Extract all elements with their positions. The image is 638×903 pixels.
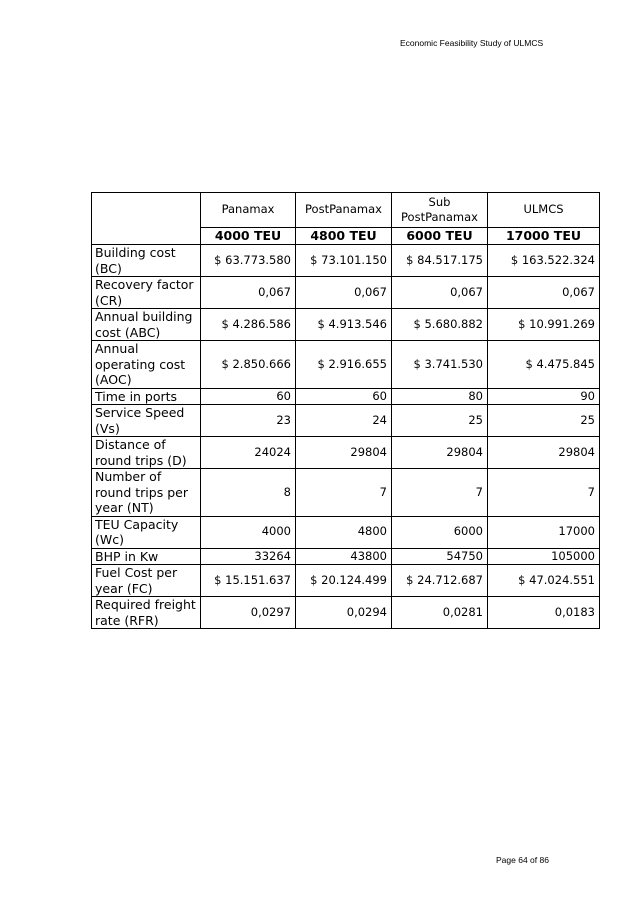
value-cell: $ 4.475.845 — [488, 341, 600, 389]
row-label: TEU Capacity (Wc) — [92, 516, 201, 548]
value-cell: 24024 — [201, 437, 296, 469]
row-label: Annual operating cost (AOC) — [92, 341, 201, 389]
value-cell: 90 — [488, 388, 600, 405]
vessel-type-header-row — [92, 193, 600, 228]
row-label: Building cost (BC) — [92, 245, 201, 277]
value-cell: 60 — [296, 388, 392, 405]
row-label: Number of round trips per year (NT) — [92, 469, 201, 517]
corner-cell — [92, 193, 201, 245]
value-cell: $ 47.024.551 — [488, 565, 600, 597]
value-cell: 0,067 — [201, 277, 296, 309]
value-cell: $ 20.124.499 — [296, 565, 392, 597]
value-cell: 17000 — [488, 516, 600, 548]
value-cell: 60 — [201, 388, 296, 405]
value-cell: 0,067 — [488, 277, 600, 309]
table-row — [92, 277, 600, 309]
value-cell: 25 — [392, 405, 488, 437]
vessel-type-header: Panamax — [201, 193, 296, 228]
capacity-header: 17000 TEU — [488, 228, 600, 245]
value-cell: $ 24.712.687 — [392, 565, 488, 597]
value-cell: 23 — [201, 405, 296, 437]
table-row — [92, 341, 600, 389]
table-row — [92, 597, 600, 629]
value-cell: 43800 — [296, 548, 392, 565]
value-cell: 7 — [488, 469, 600, 517]
value-cell: $ 163.522.324 — [488, 245, 600, 277]
row-label: Annual building cost (ABC) — [92, 309, 201, 341]
row-label: Time in ports — [92, 388, 201, 405]
value-cell: 4000 — [201, 516, 296, 548]
value-cell: 54750 — [392, 548, 488, 565]
value-cell: 0,067 — [392, 277, 488, 309]
capacity-header: 6000 TEU — [392, 228, 488, 245]
row-label: Fuel Cost per year (FC) — [92, 565, 201, 597]
vessel-type-header: Sub PostPanamax — [392, 193, 488, 228]
capacity-header: 4800 TEU — [296, 228, 392, 245]
value-cell: 0,0294 — [296, 597, 392, 629]
row-label: Service Speed (Vs) — [92, 405, 201, 437]
table-row — [92, 516, 600, 548]
value-cell: $ 2.916.655 — [296, 341, 392, 389]
value-cell: $ 84.517.175 — [392, 245, 488, 277]
value-cell: 0,0183 — [488, 597, 600, 629]
value-cell: 0,067 — [296, 277, 392, 309]
vessel-type-header: ULMCS — [488, 193, 600, 228]
row-label: BHP in Kw — [92, 548, 201, 565]
table-row — [92, 388, 600, 405]
table-row — [92, 469, 600, 517]
table-row — [92, 548, 600, 565]
table-row — [92, 309, 600, 341]
value-cell: 105000 — [488, 548, 600, 565]
value-cell: $ 15.151.637 — [201, 565, 296, 597]
row-label: Required freight rate (RFR) — [92, 597, 201, 629]
value-cell: 8 — [201, 469, 296, 517]
table-row — [92, 565, 600, 597]
table-row — [92, 245, 600, 277]
value-cell: 80 — [392, 388, 488, 405]
value-cell: $ 3.741.530 — [392, 341, 488, 389]
value-cell: 6000 — [392, 516, 488, 548]
value-cell: $ 10.991.269 — [488, 309, 600, 341]
value-cell: 0,0281 — [392, 597, 488, 629]
vessel-type-header: PostPanamax — [296, 193, 392, 228]
value-cell: 7 — [296, 469, 392, 517]
value-cell: $ 2.850.666 — [201, 341, 296, 389]
row-label: Recovery factor (CR) — [92, 277, 201, 309]
value-cell: $ 5.680.882 — [392, 309, 488, 341]
value-cell: 24 — [296, 405, 392, 437]
row-label: Distance of round trips (D) — [92, 437, 201, 469]
value-cell: $ 4.286.586 — [201, 309, 296, 341]
value-cell: $ 63.773.580 — [201, 245, 296, 277]
value-cell: 33264 — [201, 548, 296, 565]
running-header: Economic Feasibility Study of ULMCS — [400, 38, 544, 48]
value-cell: 7 — [392, 469, 488, 517]
table-row — [92, 437, 600, 469]
value-cell: 29804 — [296, 437, 392, 469]
capacity-header: 4000 TEU — [201, 228, 296, 245]
value-cell: 4800 — [296, 516, 392, 548]
value-cell: 29804 — [392, 437, 488, 469]
value-cell: $ 4.913.546 — [296, 309, 392, 341]
value-cell: 25 — [488, 405, 600, 437]
value-cell: 0,0297 — [201, 597, 296, 629]
value-cell: 29804 — [488, 437, 600, 469]
page-number: Page 64 of 86 — [496, 855, 549, 865]
table-row — [92, 405, 600, 437]
feasibility-table — [91, 192, 600, 629]
value-cell: $ 73.101.150 — [296, 245, 392, 277]
